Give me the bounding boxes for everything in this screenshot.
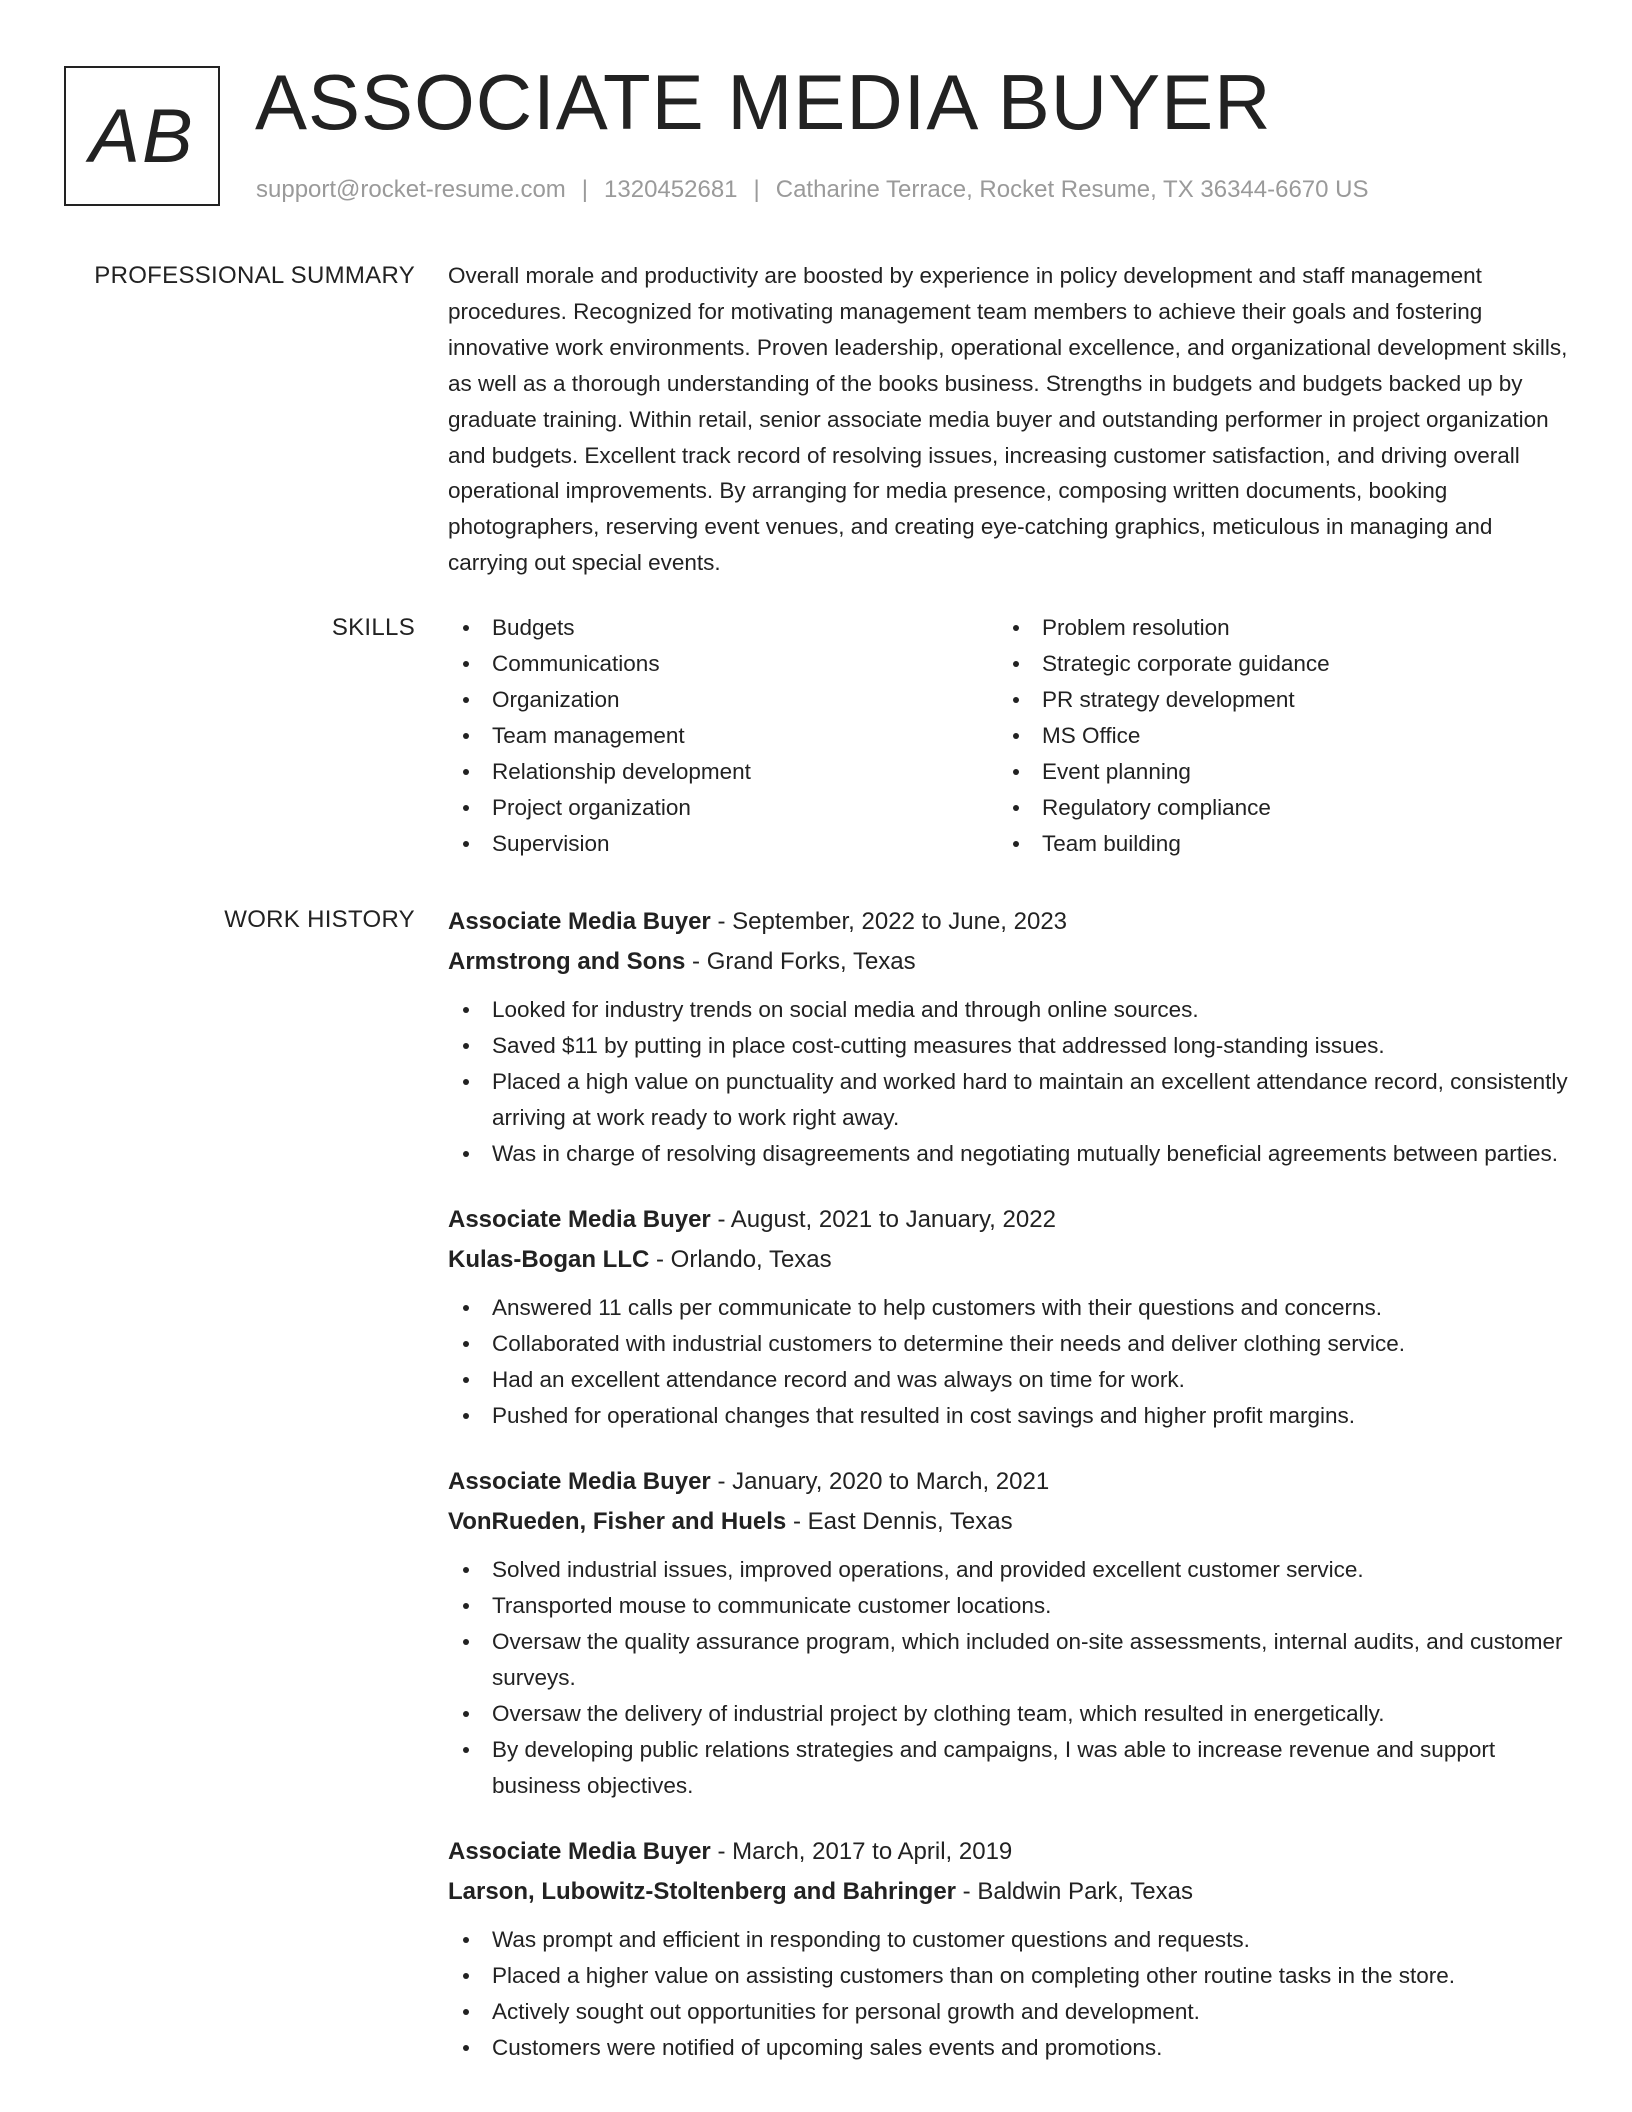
skill-item: Team management xyxy=(448,718,751,754)
job-bullets xyxy=(448,1552,1570,1804)
job-dates: - August, 2021 to January, 2022 xyxy=(710,1206,1056,1233)
job-bullet: Oversaw the quality assurance program, which included on-site assessments, internal audits, and customer surveys. xyxy=(448,1624,1570,1696)
job-bullet: Transported mouse to communicate customer locations. xyxy=(448,1588,1570,1624)
job-title: Associate Media Buyer xyxy=(448,1206,711,1233)
skill-item: Regulatory compliance xyxy=(998,790,1330,826)
skill-item: Supervision xyxy=(448,826,751,862)
job-company: Kulas-Bogan LLC xyxy=(448,1246,650,1273)
skill-item: MS Office xyxy=(998,718,1330,754)
skills-left-column xyxy=(448,610,751,862)
job-bullet: Actively sought out opportunities for personal growth and development. xyxy=(448,1994,1570,2030)
contact-email: support@rocket-resume.com xyxy=(256,176,566,203)
job-bullet: Was in charge of resolving disagreements and negotiating mutually beneficial agreements between parties. xyxy=(448,1136,1570,1172)
skill-item: Problem resolution xyxy=(998,610,1330,646)
job-title: Associate Media Buyer xyxy=(448,1468,711,1495)
job-company-line xyxy=(448,1502,1570,1542)
contact-separator: | xyxy=(753,176,760,203)
skill-item: Strategic corporate guidance xyxy=(998,646,1330,682)
job-bullet: Was prompt and efficient in responding to customer questions and requests. xyxy=(448,1922,1570,1958)
job-bullet: Oversaw the delivery of industrial project by clothing team, which resulted in energetically. xyxy=(448,1696,1570,1732)
skills-right-column xyxy=(998,610,1330,862)
job-title-line xyxy=(448,1832,1570,1872)
job-bullet: Placed a high value on punctuality and worked hard to maintain an excellent attendance record, consistently arriving at work ready to work right away. xyxy=(448,1064,1570,1136)
job-bullet: Looked for industry trends on social media and through online sources. xyxy=(448,992,1570,1028)
job-title: Associate Media Buyer xyxy=(448,1838,711,1865)
job-title-line xyxy=(448,1200,1570,1240)
skill-item: PR strategy development xyxy=(998,682,1330,718)
job-bullet: Customers were notified of upcoming sales events and promotions. xyxy=(448,2030,1570,2066)
summary-text: Overall morale and productivity are boosted by experience in policy development and staff management procedures. Recognized for motivating management team members to achieve their goals and fostering innovative work environments. Proven leadership, operational excellence, and organizational development skills, as well as a thorough understanding of the books business. Strengths in budgets and budgets backed up by graduate training. Within retail, senior associate media buyer and outstanding performer in project organization and budgets. Excellent track record of resolving issues, increasing customer satisfaction, and driving overall operational improvements. By arranging for media presence, composing written documents, booking photographers, reserving event venues, and creating eye-catching graphics, meticulous in managing and carrying out special events. xyxy=(448,263,1568,576)
job-location: - Grand Forks, Texas xyxy=(685,948,916,975)
job-dates: - January, 2020 to March, 2021 xyxy=(710,1468,1050,1495)
work-history-body xyxy=(448,902,1570,2094)
job-title-line xyxy=(448,1462,1570,1502)
skills-heading: SKILLS xyxy=(331,614,415,641)
work-history-heading: WORK HISTORY xyxy=(224,906,415,933)
skill-item: Event planning xyxy=(998,754,1330,790)
job-bullet: Solved industrial issues, improved operations, and provided excellent customer service. xyxy=(448,1552,1570,1588)
contact-separator: | xyxy=(581,176,589,203)
job-entry xyxy=(448,1200,1570,1434)
job-bullets xyxy=(448,1922,1570,2066)
skill-item: Budgets xyxy=(448,610,751,646)
contact-line xyxy=(256,172,1369,208)
summary-heading: PROFESSIONAL SUMMARY xyxy=(94,262,415,289)
job-bullet: Pushed for operational changes that resulted in cost savings and higher profit margins. xyxy=(448,1398,1570,1434)
job-bullet: Placed a higher value on assisting customers than on completing other routine tasks in the store. xyxy=(448,1958,1570,1994)
job-entry xyxy=(448,1462,1570,1804)
job-company: Larson, Lubowitz-Stoltenberg and Bahringer xyxy=(448,1878,957,1905)
summary-body xyxy=(448,258,1570,581)
skill-item: Organization xyxy=(448,682,751,718)
job-entry xyxy=(448,902,1570,1172)
job-bullet: Had an excellent attendance record and was always on time for work. xyxy=(448,1362,1570,1398)
skill-item: Communications xyxy=(448,646,751,682)
monogram-initials: AB xyxy=(89,93,195,179)
job-title-line xyxy=(448,902,1570,942)
job-bullets xyxy=(448,992,1570,1172)
job-bullet: Collaborated with industrial customers to determine their needs and deliver clothing service. xyxy=(448,1326,1570,1362)
monogram-box xyxy=(64,66,220,206)
job-bullet: Saved $11 by putting in place cost-cutting measures that addressed long-standing issues. xyxy=(448,1028,1570,1064)
job-company-line xyxy=(448,942,1570,982)
job-company-line xyxy=(448,1240,1570,1280)
job-dates: - September, 2022 to June, 2023 xyxy=(710,908,1068,935)
contact-address: Catharine Terrace, Rocket Resume, TX 36344-6670 US xyxy=(775,176,1369,203)
job-company-line xyxy=(448,1872,1570,1912)
skills-body xyxy=(448,610,1570,870)
contact-phone: 1320452681 xyxy=(604,176,738,203)
job-dates: - March, 2017 to April, 2019 xyxy=(710,1838,1013,1865)
skill-item: Project organization xyxy=(448,790,751,826)
job-bullet: By developing public relations strategies and campaigns, I was able to increase revenue and support business objectives. xyxy=(448,1732,1570,1804)
job-location: - Orlando, Texas xyxy=(649,1246,832,1273)
skill-item: Relationship development xyxy=(448,754,751,790)
job-title: Associate Media Buyer xyxy=(448,908,711,935)
job-bullets xyxy=(448,1290,1570,1434)
job-location: - East Dennis, Texas xyxy=(786,1508,1013,1535)
job-entry xyxy=(448,1832,1570,2066)
job-company: VonRueden, Fisher and Huels xyxy=(448,1508,787,1535)
job-company: Armstrong and Sons xyxy=(448,948,686,975)
job-bullet: Answered 11 calls per communicate to help customers with their questions and concerns. xyxy=(448,1290,1570,1326)
resume-title: ASSOCIATE MEDIA BUYER xyxy=(255,58,1272,146)
job-location: - Baldwin Park, Texas xyxy=(956,1878,1194,1905)
skill-item: Team building xyxy=(998,826,1330,862)
